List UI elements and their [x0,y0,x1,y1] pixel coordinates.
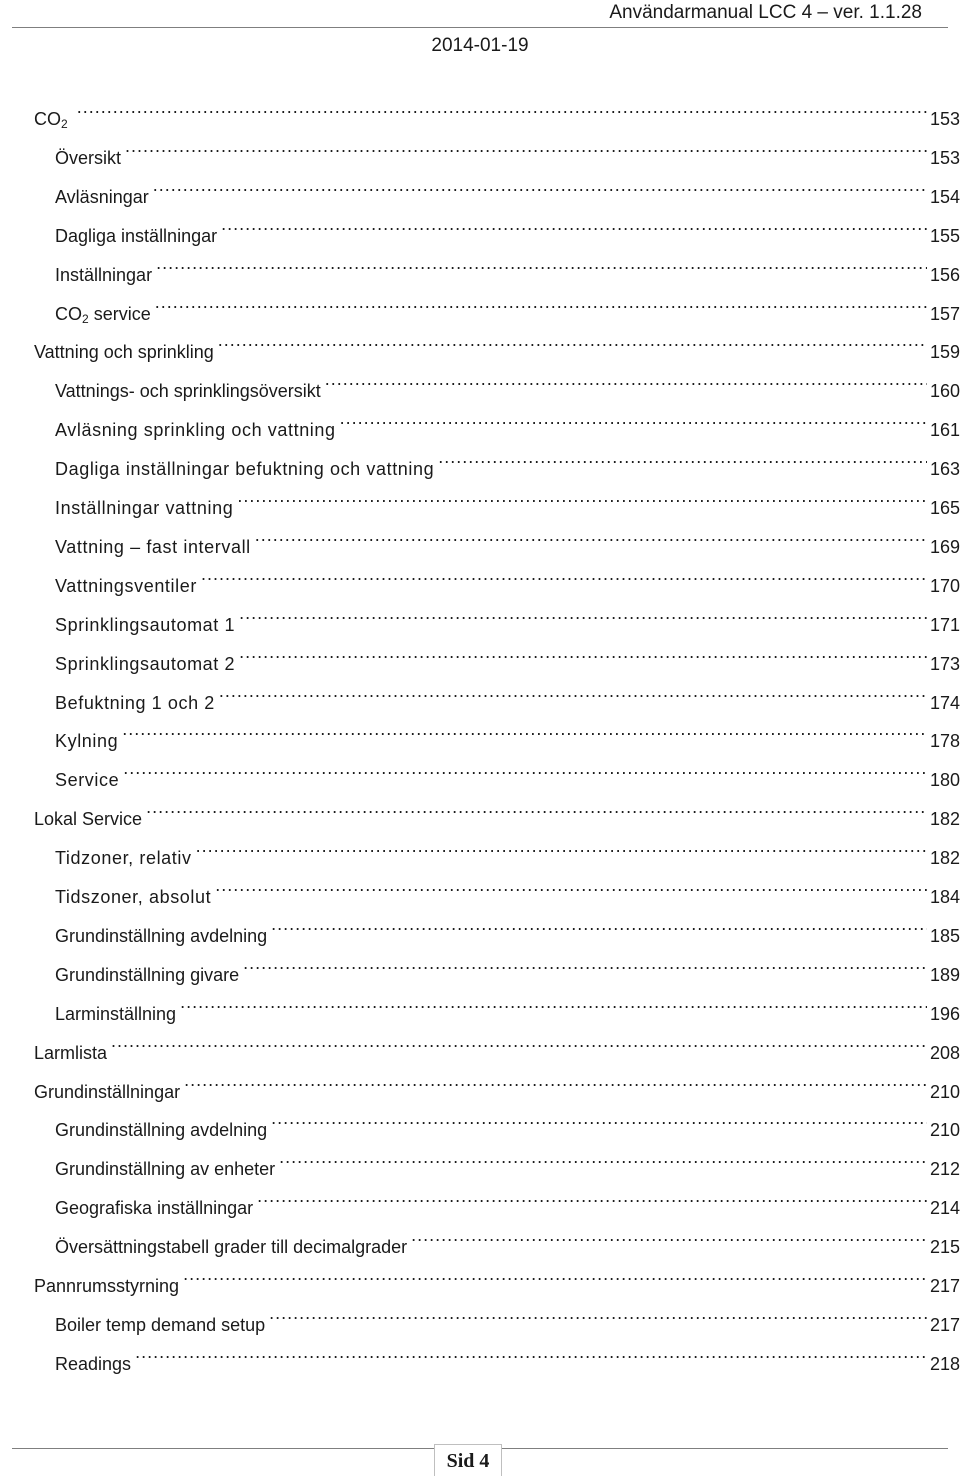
dot-leader [279,1136,927,1175]
toc-entry[interactable] [55,631,960,674]
dot-leader [146,786,927,825]
toc-entry[interactable] [55,592,960,635]
dot-leader [221,203,927,242]
dot-leader [271,1097,927,1136]
dot-leader [122,708,927,747]
toc-entry-page-number: 215 [929,1237,960,1258]
toc-entry[interactable] [55,1331,960,1374]
toc-entry[interactable] [55,164,960,207]
toc-entry-title-text: Befuktning 1 och 2 [55,692,215,713]
dot-leader [135,1331,927,1370]
toc-entry-title-suffix: service [88,303,151,324]
toc-entry-title-text: Grundinställning givare [55,964,240,985]
toc-entry-title-text: Inställningar [55,264,153,285]
toc-entry-page-number: 159 [929,342,960,363]
toc-entry-title-text: Grundinställning avdelning [55,925,268,946]
dot-leader [243,942,927,981]
toc-entry-title-text: Tidszoner, absolut [55,887,212,907]
toc-entry[interactable] [34,1253,960,1296]
dot-leader [215,864,927,903]
toc-entry-title-text: Inställningar vattning [55,498,234,518]
toc-entry[interactable] [34,786,960,830]
toc-entry[interactable] [55,903,960,946]
toc-entry-page-number: 184 [929,887,960,907]
toc-entry-page-number: 189 [929,964,960,985]
toc-entry-title-text: Larminställning [55,1003,177,1024]
toc-entry[interactable] [34,86,960,131]
toc-entry-page-number: 212 [929,1159,960,1180]
dot-leader [156,242,927,281]
dot-leader [218,319,927,358]
toc-entry-page-number: 173 [929,653,960,674]
toc-entry-title-text: Sprinklingsautomat 1 [55,614,236,635]
dot-leader [325,358,927,397]
toc-entry-page-number: 208 [929,1042,960,1063]
toc-entry[interactable] [55,1292,960,1335]
dot-leader [255,514,927,553]
dot-leader [219,670,927,709]
toc-entry-page-number: 182 [929,809,960,830]
toc-entry[interactable] [55,397,960,441]
toc-entry-page-number: 217 [929,1314,960,1335]
toc-entry[interactable] [34,319,960,363]
toc-entry-title-text: Boiler temp demand setup [55,1314,266,1335]
dot-leader [180,981,927,1020]
toc-entry-subscript: 2 [82,311,89,326]
dot-leader [184,1059,927,1098]
toc-entry-title-text: Vattningsventiler [55,575,197,596]
toc-entry[interactable] [55,825,960,869]
toc-entry[interactable] [55,475,960,518]
toc-entry-title-text: Tidzoner, relativ [55,848,192,869]
toc-entry-page-number: 153 [929,147,960,168]
toc-entry[interactable] [55,864,960,907]
toc-entry-title-text: Avläsningar [55,186,149,207]
toc-entry-title-text: Lokal Service [34,809,143,830]
toc-entry-page-number: 153 [929,109,960,129]
toc-entry-title-text: Grundinställning avdelning [55,1120,268,1141]
toc-entry[interactable] [55,708,960,752]
toc-entry-title-text: Readings [55,1353,132,1374]
toc-entry[interactable] [55,1214,960,1258]
dot-leader [111,1020,927,1059]
toc-entry-title-text: Vattnings- och sprinklingsöversikt [55,381,321,402]
toc-entry-page-number: 169 [929,536,960,557]
toc-entry-page-number: 165 [929,498,960,518]
toc-entry-page-number: 178 [929,731,960,752]
dot-leader [123,747,927,786]
toc-entry[interactable] [34,1059,960,1102]
toc-entry-page-number: 214 [929,1198,960,1219]
dot-leader [125,125,927,164]
toc-entry-page-number: 161 [929,420,960,441]
header-divider [12,27,948,28]
toc-entry-title-text: Dagliga inställningar befuktning och vattning [55,459,435,480]
dot-leader [183,1253,927,1292]
toc-entry-page-number: 217 [929,1276,960,1296]
dot-leader [201,553,927,592]
toc-entry[interactable] [55,942,960,985]
toc-entry-page-number: 170 [929,575,960,596]
page-header [0,0,960,72]
toc-entry-title-text: Översikt [55,147,122,168]
toc-entry[interactable] [55,281,960,326]
toc-entry[interactable] [55,670,960,713]
toc-entry-page-number: 218 [929,1353,960,1374]
toc-entry-title-text: Grundinställning av enheter [55,1159,276,1180]
toc-entry-title-text: CO [55,303,82,324]
toc-entry[interactable] [55,125,960,168]
toc-entry-page-number: 210 [929,1120,960,1141]
dot-leader [196,825,927,864]
toc-entry[interactable] [55,514,960,557]
toc-entry-page-number: 196 [929,1003,960,1024]
toc-entry-title-text: Service [55,770,120,791]
dot-leader [77,86,927,125]
toc-entry-page-number: 174 [929,692,960,713]
toc-entry[interactable] [55,981,960,1024]
toc-entry-title-text: Grundinställningar [34,1081,181,1102]
dot-leader [239,631,927,670]
document-title: Användarmanual LCC 4 – ver. 1.1.28 [609,2,922,23]
dot-leader [237,475,927,514]
toc-entry-page-number: 180 [929,770,960,791]
page-footer [0,1442,960,1474]
toc-entry-title-text: Vattning och sprinkling [34,342,214,363]
toc-entry-page-number: 156 [929,264,960,285]
toc-entry[interactable] [34,1020,960,1063]
dot-leader [340,397,927,436]
toc-entry-title [55,1345,132,1384]
toc-entry-page-number: 157 [929,303,960,324]
toc-entry-page-number: 163 [929,459,960,480]
toc-entry-title-text: CO [34,109,61,129]
toc-entry-title-text: Avläsning sprinkling och vattning [55,420,336,441]
toc-entry-title-text: Kylning [55,731,119,752]
toc-entry-page-number: 155 [929,225,960,246]
dot-leader [153,164,927,203]
toc-entry-title-text: Dagliga inställningar [55,225,218,246]
toc-entry[interactable] [55,203,960,246]
document-date: 2014-01-19 [431,35,529,56]
toc-entry-title-text: Översättningstabell grader till decimalgrader [55,1237,408,1258]
toc-entry[interactable] [55,436,960,480]
toc-entry-page-number: 182 [929,848,960,869]
toc-entry-page-number: 185 [929,925,960,946]
toc-entry[interactable] [55,553,960,596]
toc-entry-title-text: Vattning – fast intervall [55,536,251,557]
toc-entry[interactable] [55,358,960,402]
dot-leader [438,436,927,475]
toc-entry[interactable] [55,1175,960,1219]
toc-entry-title-text: Sprinklingsautomat 2 [55,653,236,674]
toc-entry-page-number: 160 [929,381,960,402]
dot-leader [239,592,927,631]
dot-leader [155,281,927,320]
toc-entry-page-number: 210 [929,1081,960,1102]
dot-leader [257,1175,927,1214]
toc-entry-title-text: Larmlista [34,1042,108,1063]
toc-entry[interactable] [55,242,960,285]
dot-leader [269,1292,927,1331]
toc-entry[interactable] [55,1136,960,1180]
dot-leader [411,1214,927,1253]
toc-entry-page-number: 154 [929,186,960,207]
toc-entry-page-number: 171 [929,614,960,635]
toc-entry[interactable] [55,1097,960,1141]
toc-entry-subscript: 2 [61,117,68,131]
toc-entry[interactable] [55,747,960,791]
page-number: Sid 4 [446,1450,490,1472]
toc-entry-title-text: Geografiska inställningar [55,1198,254,1219]
dot-leader [271,903,927,942]
toc-entry-title-text: Pannrumsstyrning [34,1276,180,1296]
